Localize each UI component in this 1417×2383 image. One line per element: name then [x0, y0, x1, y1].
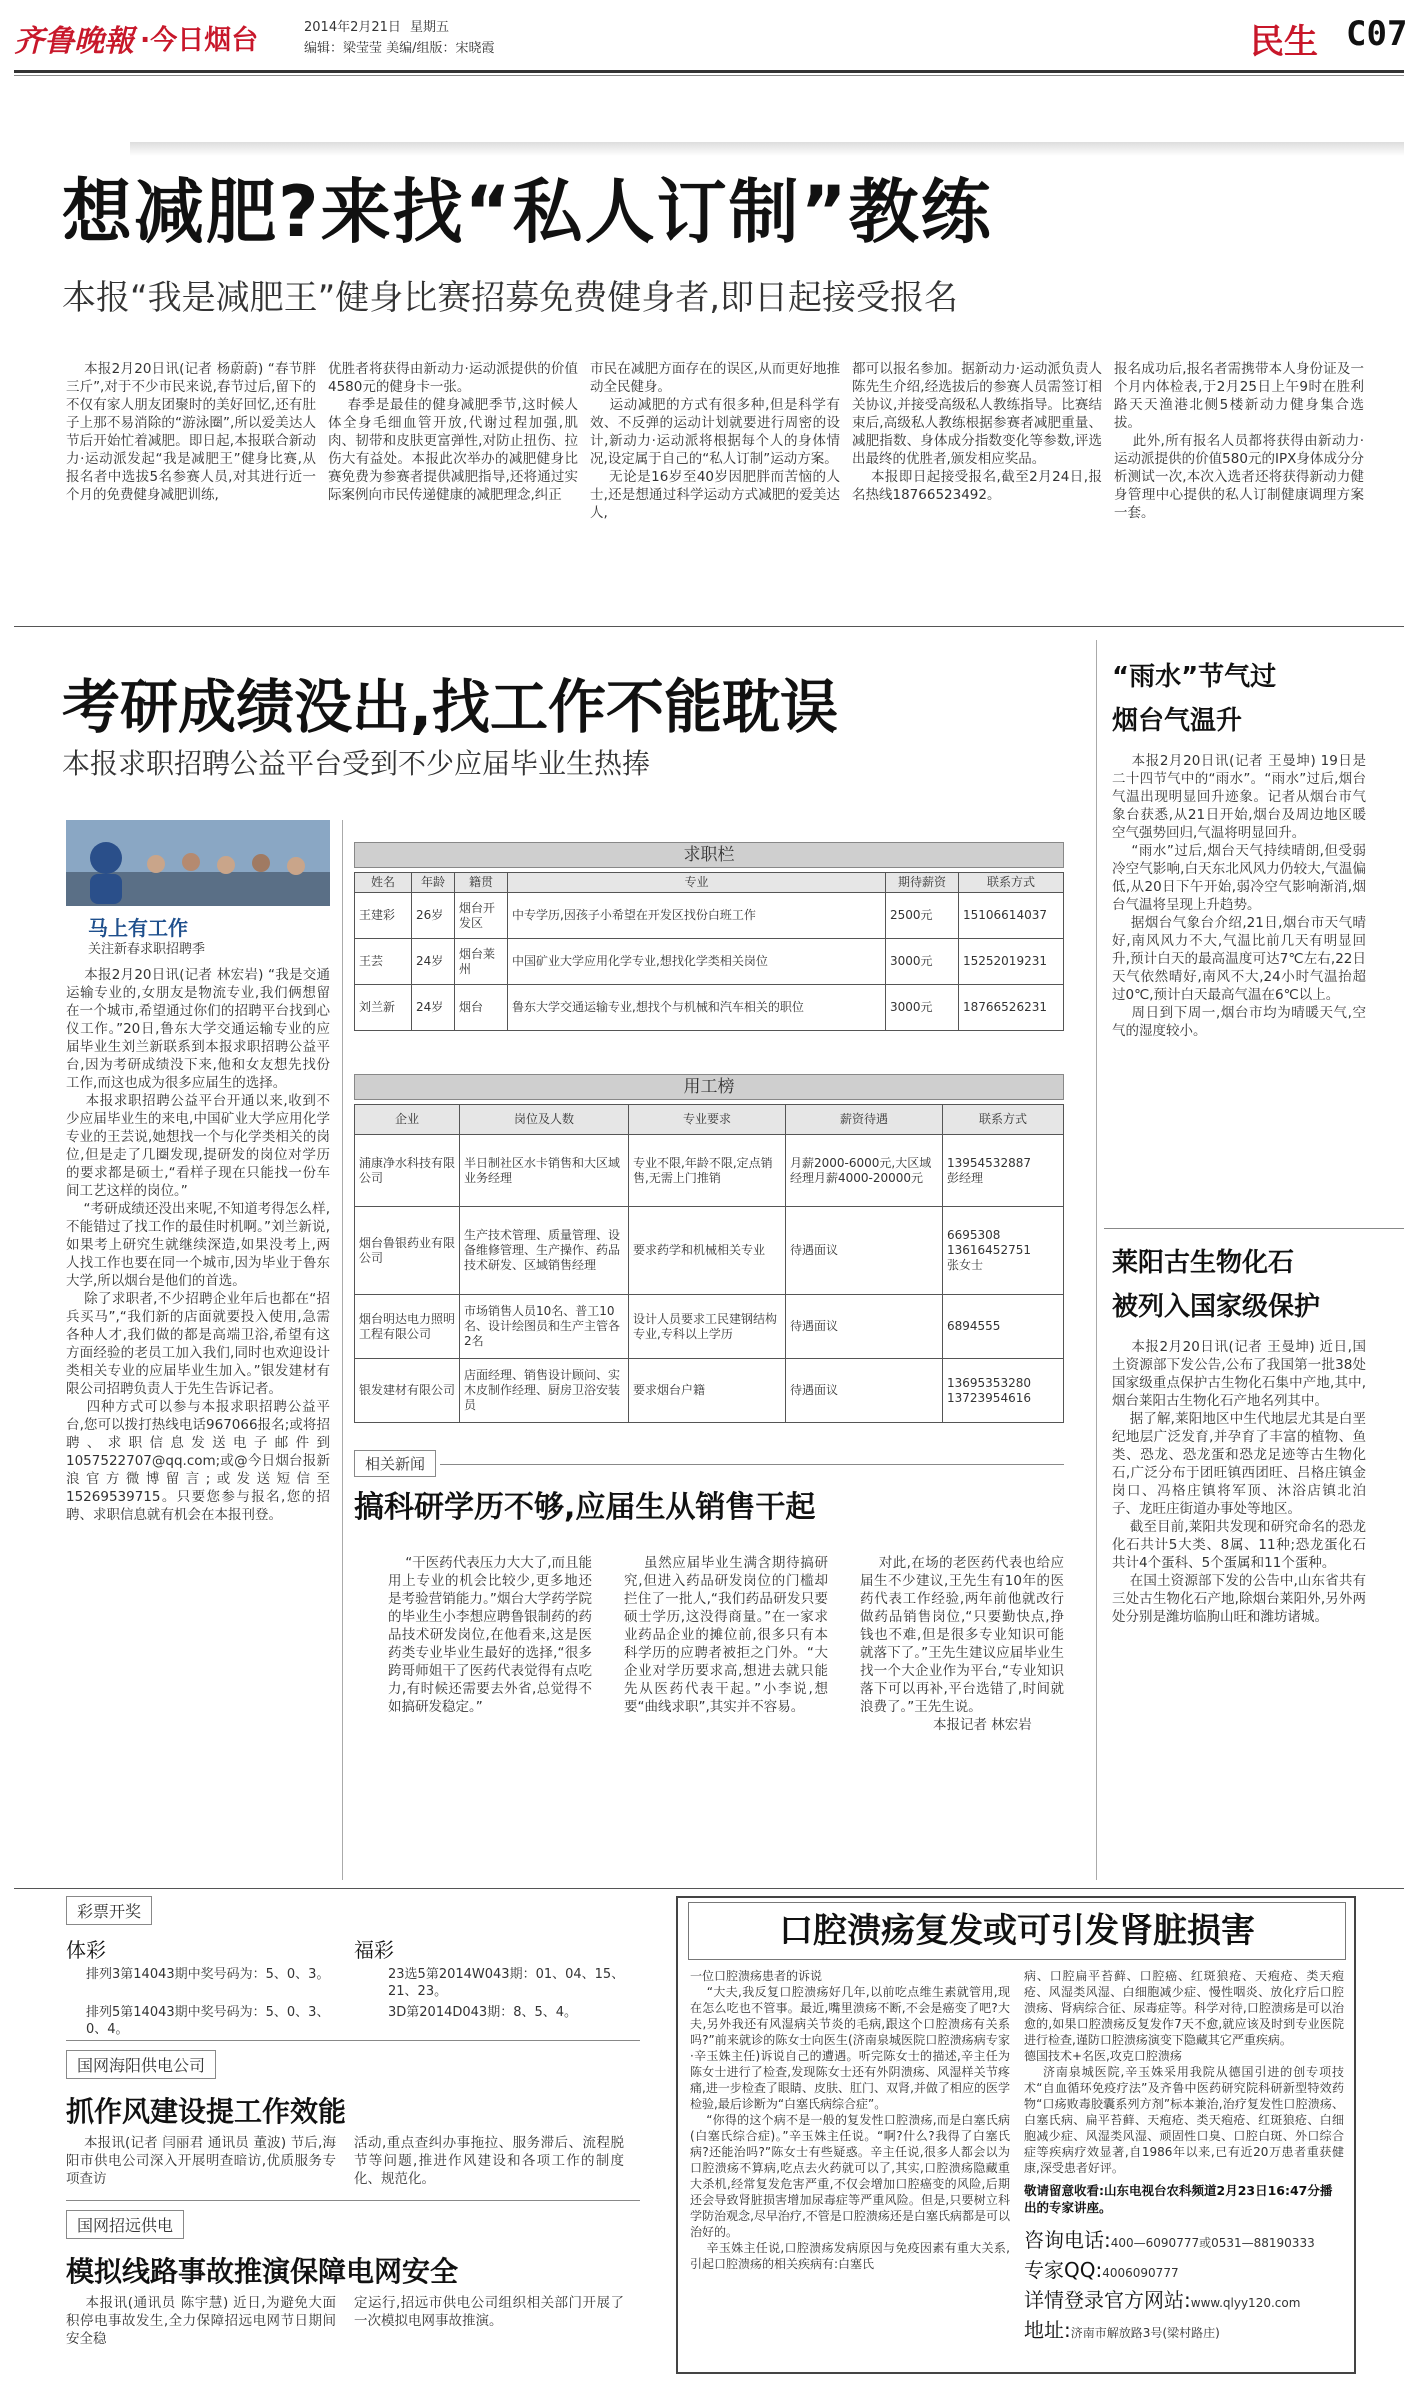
- article2-headline: 考研成绩没出,找工作不能耽误: [62, 673, 839, 741]
- grid1-col-2: 活动,重点查纠办事拖拉、服务滞后、流程脱节等问题,推进作风建设和各项工作的制度化、规范化。: [354, 2135, 624, 2187]
- header-rule-thin: [14, 75, 1404, 76]
- fucai-label: 福彩: [354, 1938, 394, 1962]
- seek-col-age: 年龄: [412, 873, 455, 893]
- table-cell: 店面经理、销售设计顾问、实木皮制作经理、厨房卫浴安装员: [460, 1359, 629, 1423]
- seek-col-contact: 联系方式: [959, 873, 1064, 893]
- badge-subtitle: 关注新春求职招聘季: [88, 942, 206, 957]
- table-cell: 15252019231: [959, 939, 1064, 985]
- table-cell: 15106614037: [959, 893, 1064, 939]
- table-cell: 3000元: [886, 985, 959, 1031]
- ad-address-label: 地址:: [1024, 2318, 1071, 2342]
- article1-subhead: 本报“我是减肥王”健身比赛招募免费健身者,即日起接受报名: [62, 278, 959, 318]
- article1-col-1: 本报2月20日讯(记者 杨蔚蔚) “春节胖三斤”,对于不少市民来说,春节过后,留下的不仅有家人朋友团聚时的美好回忆,还有肚子上那不易消除的“游泳圈”,所以爱美达人节后开始忙着减肥。即日起,本报联合新动力·运动派发起“我是减肥王”健身比赛,从报名者中选拔5名参赛人员,对其进行近一个月的免费健身减肥训练,: [66, 361, 316, 503]
- article1-col-3: 市民在减肥方面存在的误区,从而更好地推动全民健身。 运动减肥的方式有很多种,但是科学有效、不反弹的运动计划就要进行周密的设计,新动力·运动派将根据每个人的身体情况,设定属于自己的“私人订制”运动方案。 无论是16岁至40岁因肥胖而苦恼的人士,还是想通过科学运动方式减肥的爱美达人,: [590, 361, 841, 521]
- table-cell: 烟台鲁银药业有限公司: [355, 1207, 460, 1295]
- seek-col-hometown: 籍贯: [455, 873, 508, 893]
- right-column-divider: [1096, 640, 1097, 1880]
- job-badge: [66, 820, 330, 956]
- table-cell: 24岁: [412, 985, 455, 1031]
- seek-table: [354, 872, 1064, 1031]
- table-cell: 要求烟台户籍: [629, 1359, 786, 1423]
- table-cell: 待遇面议: [786, 1207, 943, 1295]
- grid1-section: 国网海阳供电公司: [66, 2050, 216, 2079]
- ad-col-2: 病、口腔扁平苔藓、口腔癌、红斑狼疮、天疱疮、类天疱疮、风湿类风湿、白细胞减少症、慢性咽炎、放化疗后口腔溃疡、肾病综合征、尿毒症等。科学对待,口腔溃疡是可以治愈的,如果口腔溃疡反复发作7天不愈,就应该及时到专业医院进行检查,谨防口腔溃疡演变下隐藏其它严重疾病。 德国技术+名医,攻克口腔溃疡 济南泉城医院,辛玉姝采用我院从德国引进的创专项技术“自血循环免疫疗法”及齐鲁中医药研究院科研新型特效药物“口疡败毒胶囊系列方剂”标本兼治,治疗复发性口腔溃疡、白塞氏病、扁平苔藓、天疱疮、类天疱疮、红斑狼疮、白细胞减少症、风湿类风湿、顽固性口臭、口腔白斑、外口综合症等疾病疗效显著,自1986年以来,已有近20万患者重获健康,深受患者好评。: [1024, 1969, 1344, 2175]
- ad-website-value: www.qlyy120.com: [1190, 2296, 1301, 2310]
- grid2-col-2: 定运行,招远市供电公司组织相关部门开展了一次模拟电网事故推演。: [354, 2295, 624, 2329]
- table-cell: 烟台开发区: [455, 893, 508, 939]
- related-col-2: 虽然应届毕业生满含期待搞研究,但进入药品研发岗位的门槛却拦住了一批人,“我们药品研发只要硕士学历,这没得商量。”在一家求业药品企业的摊位前,很多只有本科学历的应聘者被拒之门外。“大企业对学历要求高,想进去就只能先从医药代表干起。”小李说,想要“曲线求职”,其实并不容易。: [624, 1555, 828, 1715]
- fossil-title-2: 被列入国家级保护: [1112, 1292, 1321, 1322]
- weather-rule: [1104, 1228, 1404, 1229]
- ticai-line-2: 排列5第14043期中奖号码为：5、0、3、0、4。: [86, 2005, 330, 2037]
- hire-col-requirements: 专业要求: [629, 1105, 786, 1135]
- grid2-rule: [66, 2200, 640, 2201]
- fucai-line-1: 23选5第2014W043期：01、04、15、21、23。: [388, 1967, 625, 1999]
- article1-col-2: 优胜者将获得由新动力·运动派提供的价值4580元的健身卡一张。 春季是最佳的健身减肥季节,这时候人体全身毛细血管开放,代谢过程加强,肌肉、韧带和皮肤更富弹性,对防止扭伤、拉伤大有益处。本报此次举办的减肥健身比赛免费为参赛者提供减肥指导,还将通过实际案例向市民传递健康的减肥理念,纠正: [328, 361, 578, 503]
- ad-qq-value: 4006090777: [1102, 2266, 1179, 2280]
- issue-weekday: 星期五: [410, 20, 450, 35]
- table-cell: 王芸: [355, 939, 412, 985]
- ad-address-value: 济南市解放路3号(梁村路庄): [1070, 2326, 1220, 2340]
- table-cell: 生产技术管理、质量管理、设备维修管理、生产操作、药品技术研发、区域销售经理: [460, 1207, 629, 1295]
- table-cell: 刘兰新: [355, 985, 412, 1031]
- ad-headline: 口腔溃疡复发或可引发肾脏损害: [688, 1902, 1346, 1960]
- table-cell: 烟台莱州: [455, 939, 508, 985]
- seek-col-salary: 期待薪资: [886, 873, 959, 893]
- hire-table-header: [355, 1105, 1064, 1135]
- related-headline: 搞科研学历不够,应届生从销售干起: [354, 1490, 816, 1525]
- table-cell: 鲁东大学交通运输专业,想找个与机械和汽车相关的职位: [508, 985, 886, 1031]
- section-name: ·今日烟台: [140, 25, 259, 56]
- brand-logo: 齐鲁晚報: [14, 24, 134, 59]
- header-rule: [14, 70, 1404, 73]
- table-row: [355, 1207, 1064, 1295]
- header-shade: [130, 142, 1404, 156]
- table-cell: 26岁: [412, 893, 455, 939]
- ad-col-1: 一位口腔溃疡患者的诉说 “大夫,我反复口腔溃疡好几年,以前吃点维生素就管用,现在怎么吃也不管事。最近,嘴里溃疡不断,不会是癌变了吧?大夫,另外我还有风湿病关节炎的毛病,跟这个口腔溃疡有关系吗?”前来就诊的陈女士向医生(济南泉城医院口腔溃疡病专家·辛玉姝主任)诉说自己的遭遇。听完陈女士的描述,辛主任为陈女士进行了检查,发现陈女士还有外阴溃疡、风湿样关节疼痛,进一步检查了眼睛、皮肤、肛门、双肾,并做了相应的医学检验,最后诊断为“白塞氏病综合症”。 “你得的这个病不是一般的复发性口腔溃疡,而是白塞氏病(白塞氏综合症)。”辛玉姝主任说。“啊?什么?我得了白塞氏病?还能治吗?”陈女士有些疑惑。辛主任说,很多人都会以为口腔溃疡不算病,吃点去火药就可以了,其实,口腔溃疡隐藏重大杀机,经常复发危害严重,不仅会增加口腔癌变的风险,后期还会导致肾脏损害增加尿毒症等严重风险。但是,只要树立科学防治观念,尽早治疗,不管是口腔溃疡还是白塞氏病都是可以治好的。 辛玉姝主任说,口腔溃疡发病原因与免疫因素有重大关系,引起口腔溃疡的相关疾病有:白塞氏: [690, 1969, 1010, 2271]
- weather-title-1: “雨水”节气过: [1112, 662, 1277, 692]
- hire-table-title: 用工榜: [354, 1074, 1064, 1100]
- table-cell: 王建彩: [355, 893, 412, 939]
- table-cell: 烟台: [455, 985, 508, 1031]
- seek-col-name: 姓名: [355, 873, 412, 893]
- table-cell: 浦康净水科技有限公司: [355, 1135, 460, 1207]
- crowd-photo-icon: [66, 820, 330, 906]
- table-cell: 13954532887 彭经理: [943, 1135, 1064, 1207]
- table-cell: 半日制社区水卡销售和大区域业务经理: [460, 1135, 629, 1207]
- grid2-section: 国网招远供电: [66, 2210, 184, 2239]
- table-cell: 月薪2000-6000元,大区域经理月薪4000-20000元: [786, 1135, 943, 1207]
- grid1-rule: [66, 2040, 640, 2041]
- hire-col-company: 企业: [355, 1105, 460, 1135]
- table-cell: 待遇面议: [786, 1359, 943, 1423]
- article2-subhead: 本报求职招聘公益平台受到不少应届毕业生热捧: [62, 747, 651, 780]
- article1-col-5: 报名成功后,报名者需携带本人身份证及一个月内体检表,于2月25日上午9时在胜利路天天渔港北侧5楼新动力健身集合选拔。 此外,所有报名人员都将获得由新动力·运动派提供的价值580元的IPX身体成分分析测试一次,本次入选者还将获得新动力健身管理中心提供的私人订制健康调理方案一套。: [1114, 361, 1364, 521]
- issue-date: 2014年2月21日: [304, 20, 401, 35]
- table-cell: 专业不限,年龄不限,定点销售,无需上门推销: [629, 1135, 786, 1207]
- article1-bottom-rule: [14, 626, 1404, 627]
- hire-table-block: [354, 1074, 1064, 1423]
- grid2-headline: 模拟线路事故推演保障电网安全: [66, 2255, 459, 2288]
- ad-qq-label: 专家QQ:: [1024, 2258, 1103, 2282]
- table-cell: 18766526231: [959, 985, 1064, 1031]
- grid1-col-1: 本报讯(记者 闫丽君 通讯员 董波) 节后,海阳市供电公司深入开展明查暗访,优质服务专项查访: [66, 2135, 336, 2187]
- table-cell: 市场销售人员10名、普工10名、设计绘图员和生产主管各2名: [460, 1295, 629, 1359]
- related-news-label: 相关新闻: [354, 1450, 436, 1477]
- related-col-1: “干医药代表压力大大了,而且能用上专业的机会比较少,更多地还是考验营销能力。”烟台大学药学院的毕业生小李想应聘鲁银制药的药品技术研发岗位,在他看来,这是医药类专业毕业生最好的选择,“很多跨哥师姐干了医药代表觉得有点吃力,有时候还需要去外省,总觉得不如搞研发稳定。”: [388, 1555, 592, 1715]
- table-cell: 24岁: [412, 939, 455, 985]
- ad-box: [676, 1896, 1356, 2374]
- article2-divider: [342, 820, 343, 1880]
- ad-phone: [1024, 2224, 1344, 2253]
- masthead: [14, 8, 1408, 70]
- table-cell: 6695308 13616452751 张女士: [943, 1207, 1064, 1295]
- fucai-line-2: 3D第2014D043期：8、5、4。: [388, 2005, 578, 2020]
- table-cell: 待遇面议: [786, 1295, 943, 1359]
- table-row: [355, 1135, 1064, 1207]
- table-row: [355, 939, 1064, 985]
- article1-col-4: 都可以报名参加。据新动力·运动派负责人陈先生介绍,经选拔后的参赛人员需签订相关协议,并接受高级私人教练指导。比赛结束后,高级私人教练根据参赛者减肥重量、减肥指数、身体成分指数变化等参数,评选出最终的优胜者,颁发相应奖品。 本报即日起接受报名,截至2月24日,报名热线18766523492。: [852, 361, 1102, 503]
- ad-phone-label: 咨询电话:: [1024, 2228, 1111, 2252]
- grid1-headline: 抓作风建设提工作效能: [66, 2095, 347, 2128]
- table-row: [355, 893, 1064, 939]
- table-row: [355, 1295, 1064, 1359]
- ticai-label: 体彩: [66, 1938, 106, 1962]
- badge-title: 马上有工作: [88, 916, 188, 940]
- table-cell: 3000元: [886, 939, 959, 985]
- ad-address: [1024, 2314, 1344, 2343]
- table-cell: 13695353280 13723954616: [943, 1359, 1064, 1423]
- article2-left-col: 本报2月20日讯(记者 林宏岩) “我是交通运输专业的,女朋友是物流专业,我们俩想留在一个城市,希望通过你们的招聘平台找到心仪工作。”20日,鲁东大学交通运输专业的应届毕业生刘兰新联系到本报求职招聘公益平台,因为考研成绩没下来,他和女友想先找份工作,而这也成为很多应届生的选择。 本报求职招聘公益平台开通以来,收到不少应届毕业生的来电,中国矿业大学应用化学专业的王芸说,她想找一个与化学类相关的岗位,但是走了几圈发现,提研发的岗位对学历的要求都是硕士,“看样子现在只能找一份车间工艺这样的岗位。” “考研成绩还没出来呢,不知道考得怎么样,不能错过了找工作的最佳时机啊。”刘兰新说,如果考上研究生就继续深造,如果没考上,两人找工作也要在同一个城市,因为毕业于鲁东大学,所以烟台是他们的首选。 除了求职者,不少招聘企业年后也都在“招兵买马”,“我们新的店面就要投入使用,急需各种人才,我们做的都是高端卫浴,希望有这方面经验的老员工加入我们,同时也欢迎设计类相关专业的应届毕业生加入。”银发建材有限公司招聘负责人于先生告诉记者。 四种方式可以参与本报求职招聘公益平台,您可以拨打热线电话967066报名;或将招聘、求职信息发送电子邮件到1057522707@qq.com;或@今日烟台报新浪官方微博留言;或发送短信至15269539715。只要您参与报名,您的招聘、求职信息就有机会在本报刊登。: [66, 967, 331, 1523]
- lower-section-rule: [14, 1888, 1404, 1889]
- seek-table-block: [354, 842, 1064, 1031]
- hire-col-salary: 薪资待遇: [786, 1105, 943, 1135]
- table-cell: 要求药学和机械相关专业: [629, 1207, 786, 1295]
- weather-title-2: 烟台气温升: [1112, 706, 1243, 736]
- related-rule: [440, 1464, 1064, 1465]
- seek-table-header: [355, 873, 1064, 893]
- ad-phone-value: 400—6090777或0531—88190333: [1110, 2236, 1315, 2250]
- grid2-col-1: 本报讯(通讯员 陈宇慧) 近日,为避免大面积停电事故发生,全力保障招远电网节日期间安全稳: [66, 2295, 336, 2347]
- table-cell: 6894555: [943, 1295, 1064, 1359]
- hire-col-positions: 岗位及人数: [460, 1105, 629, 1135]
- page-category: 民生: [1250, 22, 1318, 62]
- ad-tv-notice: 敬请留意收看:山东电视台农科频道2月23日16:47分播出的专家讲座。: [1024, 2183, 1333, 2215]
- lottery-section: 彩票开奖: [66, 1896, 152, 1925]
- table-row: [355, 1359, 1064, 1423]
- table-cell: 设计人员要求工民建钢结构专业,专科以上学历: [629, 1295, 786, 1359]
- ad-qq: [1024, 2254, 1344, 2283]
- related-col-3: 对此,在场的老医药代表也给应届生不少建议,王先生有10年的医药代表工作经验,两年前他就改行做药品销售岗位,“只要勤快点,挣钱也不难,但是很多专业知识可能就落下了。”王先生建议应届毕业生找一个大企业作为平台,“专业知识落下可以再补,平台选错了,时间就浪费了。”王先生说。 本报记者 林宏岩: [860, 1555, 1064, 1733]
- table-cell: 中国矿业大学应用化学专业,想找化学类相关岗位: [508, 939, 886, 985]
- seek-col-major: 专业: [508, 873, 886, 893]
- article1-headline: 想减肥?来找“私人订制”教练: [62, 171, 993, 253]
- hire-col-contact: 联系方式: [943, 1105, 1064, 1135]
- seek-table-title: 求职栏: [354, 842, 1064, 868]
- table-cell: 烟台明达电力照明工程有限公司: [355, 1295, 460, 1359]
- table-row: [355, 985, 1064, 1031]
- table-cell: 银发建材有限公司: [355, 1359, 460, 1423]
- ad-website-label: 详情登录官方网站:: [1024, 2288, 1191, 2312]
- ticai-line-1: 排列3第14043期中奖号码为：5、0、3。: [86, 1967, 330, 1982]
- table-cell: 中专学历,因孩子小希望在开发区找份白班工作: [508, 893, 886, 939]
- page-number: C07: [1346, 14, 1408, 54]
- hire-table: [354, 1104, 1064, 1423]
- weather-body: 本报2月20日讯(记者 王曼坤) 19日是二十四节气中的“雨水”。“雨水”过后,烟台气温出现明显回升迹象。记者从烟台市气象台获悉,从21日开始,烟台及周边地区暖空气强势回归,气温将明显回升。 “雨水”过后,烟台天气持续晴朗,但受弱冷空气影响,白天东北风风力仍较大,气温偏低,从20日下午开始,弱冷空气影响渐消,烟台气温将呈现上升趋势。 据烟台气象台介绍,21日,烟台市天气晴好,南风风力不大,气温比前几天有明显回升,预计白天的最高温度可达7℃左右,22日天气依然晴好,南风不大,24小时气温抬超过0℃,预计白天最高气温在6℃以上。 周日到下周一,烟台市均为晴暖天气,空气的湿度较小。: [1112, 753, 1367, 1039]
- fossil-title-1: 莱阳古生物化石: [1112, 1248, 1295, 1278]
- editor-credit: 编辑：梁莹莹 美编/组版：宋晓霞: [304, 41, 495, 56]
- ad-website: [1024, 2284, 1344, 2313]
- table-cell: 2500元: [886, 893, 959, 939]
- fossil-body: 本报2月20日讯(记者 王曼坤) 近日,国土资源部下发公告,公布了我国第一批38处国家级重点保护古生物化石集中产地,其中,烟台莱阳古生物化石产地名列其中。 据了解,莱阳地区中生代地层尤其是白垩纪地层广泛发育,并孕育了丰富的植物、鱼类、恐龙、恐龙蛋和恐龙足迹等古生物化石,广泛分布于团旺镇西团旺、吕格庄镇金岗口、冯格庄镇将军顶、沐浴店镇北泊子、龙旺庄街道办事处等地区。 截至目前,莱阳共发现和研究命名的恐龙化石共计5大类、8属、11种;恐龙蛋化石共计4个蛋科、5个蛋属和11个蛋种。 在国土资源部下发的公告中,山东省共有三处古生物化石产地,除烟台莱阳外,另外两处分别是潍坊临朐山旺和潍坊诸城。: [1112, 1339, 1366, 1625]
